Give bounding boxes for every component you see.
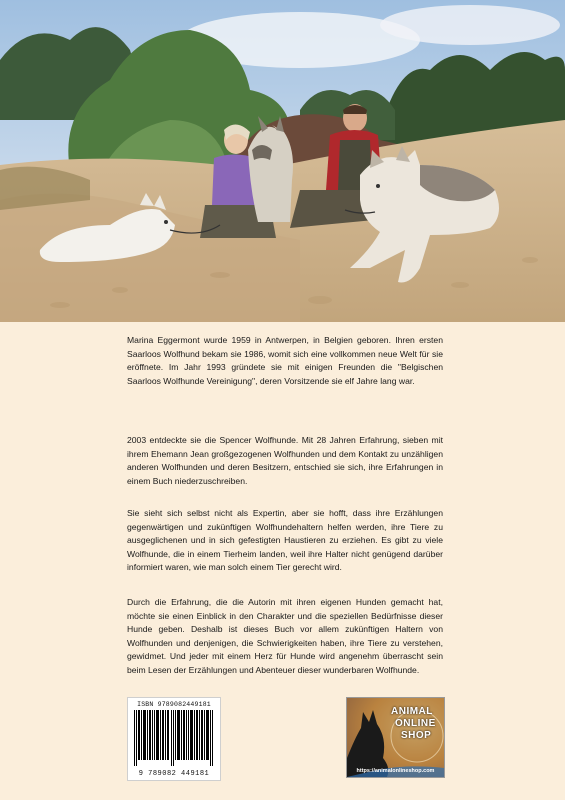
shop-logo-word-2: ONLINE	[395, 718, 436, 729]
isbn-label: ISBN 9789082449181	[137, 701, 211, 708]
audience-paragraph: Durch die Erfahrung, die die Autorin mit ihren eigenen Hunden gemacht hat, möchte sie einen Einblick in den Charakter und die speziellen Bedürfnisse dieser Hunde geben. Deshalb ist dieses Buch vor allem zukünftigen Haltern von Wolfhunden und denjenigen, die Schwierigkeiten haben, ihre Tiere zu verstehen, gewidmet. Und jeder mit einem Herz für Hunde wird angenehm überrascht sein beim Lesen der Erzählungen und Abenteuer dieser wunderbaren Wolfhunde.	[127, 597, 443, 675]
animal-online-shop-logo	[346, 697, 445, 778]
author-bio-paragraph: Marina Eggermont wurde 1959 in Antwerpen, in Belgien geboren. Ihren ersten Saarloos Wolfhund bekam sie 1986, womit sich eine vollkommen neue Welt für sie eröffnete. Im Jahr 1993 gründete sie mit einigen Freunden die "Belgischen Saarloos Wolfhunde Vereinigung", deren Vorsitzende sie elf Jahre lang war.	[127, 335, 443, 386]
dunes-photo-illustration	[0, 0, 565, 322]
barcode-bars	[134, 710, 214, 766]
isbn-digits: 9 789082 449181	[138, 770, 210, 778]
shop-logo-word-1: ANIMAL	[391, 706, 433, 717]
cover-photo	[0, 0, 565, 322]
shop-url: https://animalonlineshop.com	[356, 768, 435, 774]
shop-logo-word-3: SHOP	[401, 730, 432, 741]
experience-paragraph: 2003 entdeckte sie die Spencer Wolfhunde. Mit 28 Jahren Erfahrung, sieben mit ihrem Ehemann Jean großgezogenen Wolfhunden und dem Kontakt zu unzähligen anderen Wolfhunden und deren Besitzern, entschied sie sich, ihre Erfahrungen in einem Buch niederzuschreiben.	[127, 435, 443, 486]
purpose-paragraph: Sie sieht sich selbst nicht als Expertin, aber sie hofft, dass ihre Erzählungen gegenwärtigen und zukünftigen Wolfhundehaltern helfen werden, ihre Tiere zu ausgeglichenen und in sich gefestigten Haustieren zu erziehen. Es gibt zu viele Wolfhunde, die in einem Tierheim landen, weil ihre Halter nicht genügend darüber informiert waren, wie man solch einem Tier gerecht wird.	[127, 508, 443, 573]
isbn-barcode	[127, 697, 221, 781]
